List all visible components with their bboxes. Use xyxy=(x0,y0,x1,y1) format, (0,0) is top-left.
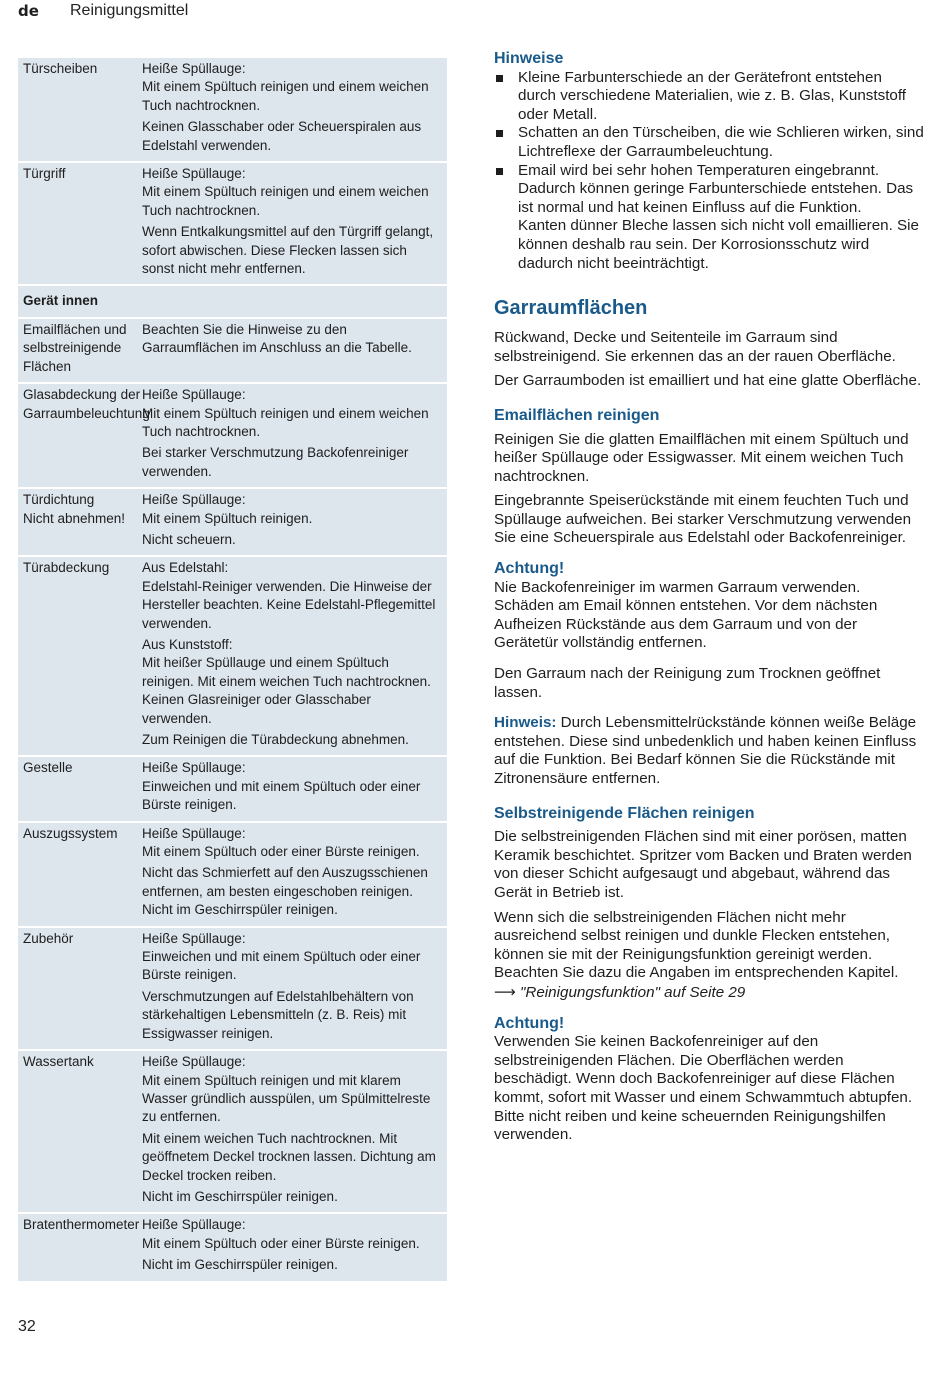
arrow-right-icon: ⟶ xyxy=(494,982,516,1001)
achtung-text-2: Verwenden Sie keinen Backofenreiniger auf den selbstreinigenden Flächen. Die Oberflächen werden beschädigt. Wenn doch Backofenreiniger auf diese Flächen kommt, sofort mit Wasser und einem Schwammtuch abtupfen. Bitte nicht reiben und keine scheuernden Reinigungshilfen verwenden. xyxy=(494,1033,913,1144)
table-section-label: Gerät innen xyxy=(23,293,99,309)
table-row-value xyxy=(142,386,447,481)
table-row-value-paragraph: Aus Edelstahl: Edelstahl-Reiniger verwenden. Die Hinweise der Hersteller beachten. Keine Edelstahl-Pflegemittel verwenden. xyxy=(142,560,436,631)
selbst-heading: Selbstreinigende Flächen reinigen xyxy=(494,804,755,822)
email-paragraph-2: Eingebrannte Speiserückstände mit einem feuchten Tuch und Spüllauge aufweichen. Bei starker Verschmutzung verwenden Sie eine Scheuerspirale aus Edelstahl oder Backofenreiniger. xyxy=(494,492,912,547)
table-row xyxy=(18,1214,447,1280)
table-row-value-paragraph: Heiße Spüllauge: Mit einem Spültuch oder einer Bürste reinigen. xyxy=(142,825,420,860)
table-row-value-paragraph: Keinen Glasschaber oder Scheuerspiralen aus Edelstahl verwenden. xyxy=(142,119,422,153)
table-row-key: Türabdeckung xyxy=(23,560,110,576)
table-section-row xyxy=(18,286,447,318)
table-row-value-paragraph: Mit einem weichen Tuch nachtrocknen. Mit geöffnetem Deckel trocknen lassen. Dichtung am Deckel trocken reiben. xyxy=(142,1130,436,1183)
achtung-text-1: Nie Backofenreiniger im warmen Garraum verwenden. Schäden am Email können entstehen. Vor dem nächsten Aufheizen Rückstände aus dem Garraum und von der Gerätetür vollständig entfernen. xyxy=(494,578,878,652)
table-row-value-paragraph: Heiße Spüllauge: Mit einem Spültuch reinigen und einem weichen Tuch nachtrocknen. xyxy=(142,387,429,439)
table-row-value-paragraph: Heiße Spüllauge: Einweichen und mit einem Spültuch oder einer Bürste reinigen. xyxy=(142,760,421,813)
table-row xyxy=(18,557,447,757)
table-row xyxy=(18,58,447,163)
hinweis-paragraph xyxy=(494,714,924,788)
table-row-value-paragraph: Zum Reinigen die Türabdeckung abnehmen. xyxy=(142,732,409,747)
chapter-title: Reinigungsmittel xyxy=(70,2,189,19)
table-row-value-paragraph: Nicht scheuern. xyxy=(142,531,236,547)
table-row-value xyxy=(142,930,447,1043)
page-reference-link[interactable]: "Reinigungsfunktion" auf Seite 29 xyxy=(515,983,746,1001)
page-header xyxy=(18,0,188,22)
email-paragraph-1: Reinigen Sie die glatten Emailflächen mit einem Spültuch und heißer Spüllauge oder Essigwasser. Mit einem weichen Tuch nachtrocknen. xyxy=(494,430,909,485)
hinweis-item: Email wird bei sehr hohen Temperaturen eingebrannt. Dadurch können geringe Farbunterschiede entstehen. Das ist normal und hat keinen Einfluss auf die Funktion. Kanten dünner Bleche lassen sich nicht voll emaillieren. Sie können deshalb rau sein. Der Korrosionsschutz wird dadurch nicht beeinträchtigt. xyxy=(494,162,924,274)
table-row-value-paragraph: Nicht im Geschirrspüler reinigen. xyxy=(142,1257,338,1273)
garraum-paragraph-1: Rückwand, Decke und Seitenteile im Garraum sind selbstreinigend. Sie erkennen das an der rauen Oberfläche. xyxy=(494,329,896,365)
language-code: de xyxy=(18,2,39,20)
table-row-value-paragraph: Heiße Spüllauge: Mit einem Spültuch reinigen und einem weichen Tuch nachtrocknen. xyxy=(142,166,429,218)
table-row-key: Gestelle xyxy=(23,760,73,776)
table-row-value-paragraph: Aus Kunststoff: Mit heißer Spüllauge und einem Spültuch reinigen. Mit einem weichen Tuch nachtrocknen. Keinen Glasreiniger oder Glasschaber verwenden. xyxy=(142,636,431,726)
email-paragraph-3: Den Garraum nach der Reinigung zum Trocknen geöffnet lassen. xyxy=(494,665,881,701)
table-row-value-paragraph: Heiße Spüllauge: Mit einem Spültuch oder einer Bürste reinigen. xyxy=(142,1217,420,1251)
table-row-value-paragraph: Bei starker Verschmutzung Backofenreiniger verwenden. xyxy=(142,445,409,479)
table-row-value-paragraph: Wenn Entkalkungsmittel auf den Türgriff gelangt, sofort abwischen. Diese Flecken lassen sich sonst nicht mehr entfernen. xyxy=(142,224,434,277)
table-row-key: Auszugssystem xyxy=(23,825,118,841)
table-row xyxy=(18,384,447,489)
table-row-value xyxy=(142,559,447,749)
table-row-value-paragraph: Verschmutzungen auf Edelstahlbehältern von stärkehaltigen Lebensmitteln (z. B. Reis) mit Essigwasser reinigen. xyxy=(142,988,414,1041)
table-row-key: Türdichtung Nicht abnehmen! xyxy=(23,492,126,526)
achtung-heading-2: Achtung! xyxy=(494,1014,565,1032)
hinweise-heading: Hinweise xyxy=(494,50,564,67)
table-row-value-paragraph: Nicht das Schmierfett auf den Auszugsschienen entfernen, am besten eingeschoben reinigen. Nicht im Geschirrspüler reinigen. xyxy=(142,865,428,918)
hinweis-item: Schatten an den Türscheiben, die wie Schlieren wirken, sind Lichtreflexe der Garraumbeleuchtung. xyxy=(494,124,924,161)
email-heading: Emailflächen reinigen xyxy=(494,406,660,424)
hinweise-list xyxy=(494,69,924,274)
table-row-value xyxy=(142,60,447,155)
hinweis-item: Kleine Farbunterschiede an der Gerätefront entstehen durch verschiedene Materialien, wie z. B. Glas, Kunststoff oder Metall. xyxy=(494,69,924,125)
table-row-key: Wassertank xyxy=(23,1054,94,1070)
table-row-value-paragraph: Beachten Sie die Hinweise zu den Garraumflächen im Anschluss an die Tabelle. xyxy=(142,321,412,356)
table-row xyxy=(18,489,447,557)
table-row xyxy=(18,319,447,384)
table-row xyxy=(18,823,447,928)
cleaning-table xyxy=(18,58,447,1281)
garraum-heading: Garraumflächen xyxy=(494,297,648,320)
hinweis-label: Hinweis: xyxy=(494,714,557,732)
table-row-value xyxy=(142,1053,447,1206)
table-row-value-paragraph: Heiße Spüllauge: Mit einem Spültuch reinigen und mit klarem Wasser gründlich ausspülen, um Spülmittelreste zu entfernen. xyxy=(142,1054,431,1125)
table-row-value xyxy=(142,825,447,920)
table-row xyxy=(18,1051,447,1214)
page-number: 32 xyxy=(18,1318,36,1335)
table-row-key: Bratenthermometer xyxy=(23,1217,140,1233)
table-row xyxy=(18,757,447,822)
table-row-key: Türscheiben xyxy=(23,61,98,76)
table-row-key: Türgriff xyxy=(23,166,66,182)
table-row xyxy=(18,928,447,1051)
table-row-value xyxy=(142,759,447,814)
selbst-paragraph-2 xyxy=(494,909,924,1003)
hinweis-text: Durch Lebensmittelrückstände können weiße Beläge entstehen. Diese sind unbedenklich und haben keinen Einfluss auf die Funktion. Bei Bedarf können Sie die Rückstände mit Zitronensäure entfernen. xyxy=(494,714,917,787)
table-row-key: Glasabdeckung der Garraumbeleuchtung xyxy=(23,387,150,421)
table-row-value-paragraph: Heiße Spüllauge: Mit einem Spültuch reinigen und einem weichen Tuch nachtrocknen. xyxy=(142,61,429,113)
selbst-paragraph-1: Die selbstreinigenden Flächen sind mit einer porösen, matten Keramik beschichtet. Spritzer vom Backen und Braten werden von dieser Schicht aufgesaugt und abgebaut, während das Gerät in Betrieb ist. xyxy=(494,828,912,901)
achtung-heading-1: Achtung! xyxy=(494,560,565,578)
table-row-value-paragraph: Heiße Spüllauge: Einweichen und mit einem Spültuch oder einer Bürste reinigen. xyxy=(142,930,421,983)
selbst-text-2: Wenn sich die selbstreinigenden Flächen nicht mehr ausreichend selbst reinigen und dunkle Flecken entstehen, können sie mit der Reinigungsfunktion gereinigt werden. Beachten Sie dazu die Angaben im entsprechenden Kapitel. xyxy=(494,908,899,982)
garraum-paragraph-2: Der Garraumboden ist emailliert und hat eine glatte Oberfläche. xyxy=(494,372,922,390)
right-column xyxy=(494,50,924,1151)
table-row-value xyxy=(142,321,447,376)
table-row-value xyxy=(142,491,447,549)
table-row xyxy=(18,163,447,286)
table-row-key: Zubehör xyxy=(23,930,74,946)
table-row-value-paragraph: Nicht im Geschirrspüler reinigen. xyxy=(142,1188,338,1204)
table-row-value xyxy=(142,1216,447,1274)
table-row-value xyxy=(142,165,447,278)
table-row-value-paragraph: Heiße Spüllauge: Mit einem Spültuch reinigen. xyxy=(142,492,313,526)
table-row-key: Emailflächen und selbstreinigende Flächen xyxy=(23,321,127,374)
